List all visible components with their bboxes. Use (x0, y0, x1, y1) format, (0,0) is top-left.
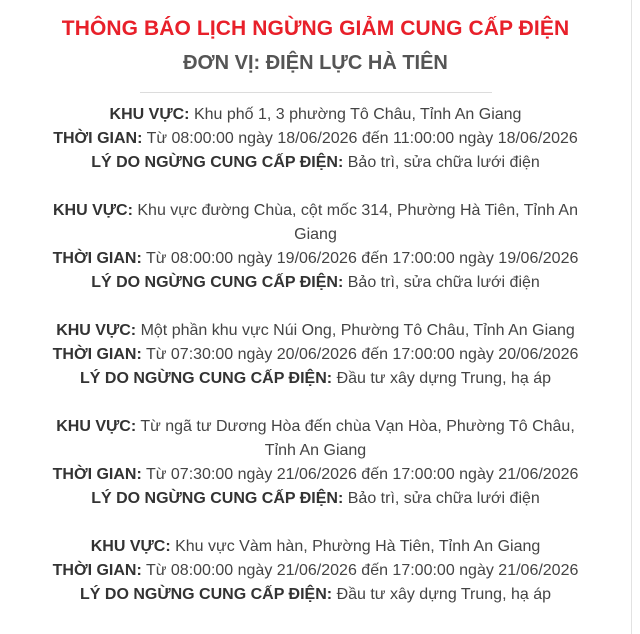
area-label: KHU VỰC: (56, 322, 137, 339)
notice-item (0, 103, 631, 175)
reason-label: LÝ DO NGỪNG CUNG CẤP ĐIỆN: (80, 586, 333, 603)
page-subtitle: ĐƠN VỊ: ĐIỆN LỰC HÀ TIÊN (183, 52, 448, 74)
notice-list (0, 103, 631, 607)
area-value: Khu vực Vàm hàn, Phường Hà Tiên, Tỉnh An Giang (175, 538, 541, 555)
time-label: THỜI GIAN: (52, 250, 142, 267)
area-label: KHU VỰC: (109, 106, 190, 123)
notice-time-line (40, 463, 591, 487)
area-label: KHU VỰC: (56, 418, 137, 435)
reason-value: Đầu tư xây dựng Trung, hạ áp (336, 586, 551, 603)
area-label: KHU VỰC: (52, 202, 133, 219)
notice-item (0, 319, 631, 391)
notice-reason-line (40, 271, 591, 295)
notice-area-line (40, 103, 591, 127)
notice-reason-line (40, 487, 591, 511)
reason-label: LÝ DO NGỪNG CUNG CẤP ĐIỆN: (91, 490, 344, 507)
notice-reason-line (40, 367, 591, 391)
header-divider (140, 92, 492, 93)
notice-item (0, 415, 631, 511)
area-value: Từ ngã tư Dương Hòa đến chùa Vạn Hòa, Phường Tô Châu, Tỉnh An Giang (140, 418, 575, 459)
time-label: THỜI GIAN: (53, 130, 143, 147)
time-value: Từ 07:30:00 ngày 21/06/2026 đến 17:00:00 ngày 21/06/2026 (145, 466, 579, 483)
reason-label: LÝ DO NGỪNG CUNG CẤP ĐIỆN: (91, 154, 344, 171)
time-label: THỜI GIAN: (52, 466, 142, 483)
reason-value: Bảo trì, sửa chữa lưới điện (347, 154, 540, 171)
reason-value: Bảo trì, sửa chữa lưới điện (347, 490, 540, 507)
reason-label: LÝ DO NGỪNG CUNG CẤP ĐIỆN: (80, 370, 333, 387)
area-value: Khu vực đường Chùa, cột mốc 314, Phường Hà Tiên, Tỉnh An Giang (137, 202, 578, 243)
notice-time-line (40, 343, 591, 367)
notice-area-line (40, 319, 591, 343)
reason-value: Bảo trì, sửa chữa lưới điện (347, 274, 540, 291)
time-value: Từ 08:00:00 ngày 18/06/2026 đến 11:00:00 ngày 18/06/2026 (146, 130, 578, 147)
notice-item (0, 535, 631, 607)
notice-time-line (40, 127, 591, 151)
notice-area-line (40, 199, 591, 247)
notice-time-line (40, 247, 591, 271)
area-value: Một phần khu vực Núi Ong, Phường Tô Châu, Tỉnh An Giang (140, 322, 575, 339)
time-value: Từ 08:00:00 ngày 21/06/2026 đến 17:00:00 ngày 21/06/2026 (145, 562, 579, 579)
reason-label: LÝ DO NGỪNG CUNG CẤP ĐIỆN: (91, 274, 344, 291)
time-label: THỜI GIAN: (52, 562, 142, 579)
notice-time-line (40, 559, 591, 583)
time-value: Từ 07:30:00 ngày 20/06/2026 đến 17:00:00 ngày 20/06/2026 (145, 346, 579, 363)
notice-item (0, 199, 631, 295)
notice-area-line (40, 415, 591, 463)
time-label: THỜI GIAN: (52, 346, 142, 363)
area-label: KHU VỰC: (90, 538, 171, 555)
area-value: Khu phố 1, 3 phường Tô Châu, Tỉnh An Giang (193, 106, 522, 123)
time-value: Từ 08:00:00 ngày 19/06/2026 đến 17:00:00 ngày 19/06/2026 (145, 250, 579, 267)
notice-reason-line (40, 583, 591, 607)
reason-value: Đầu tư xây dựng Trung, hạ áp (336, 370, 551, 387)
notice-reason-line (40, 151, 591, 175)
notice-area-line (40, 535, 591, 559)
page-title: THÔNG BÁO LỊCH NGỪNG GIẢM CUNG CẤP ĐIỆN (61, 17, 570, 40)
